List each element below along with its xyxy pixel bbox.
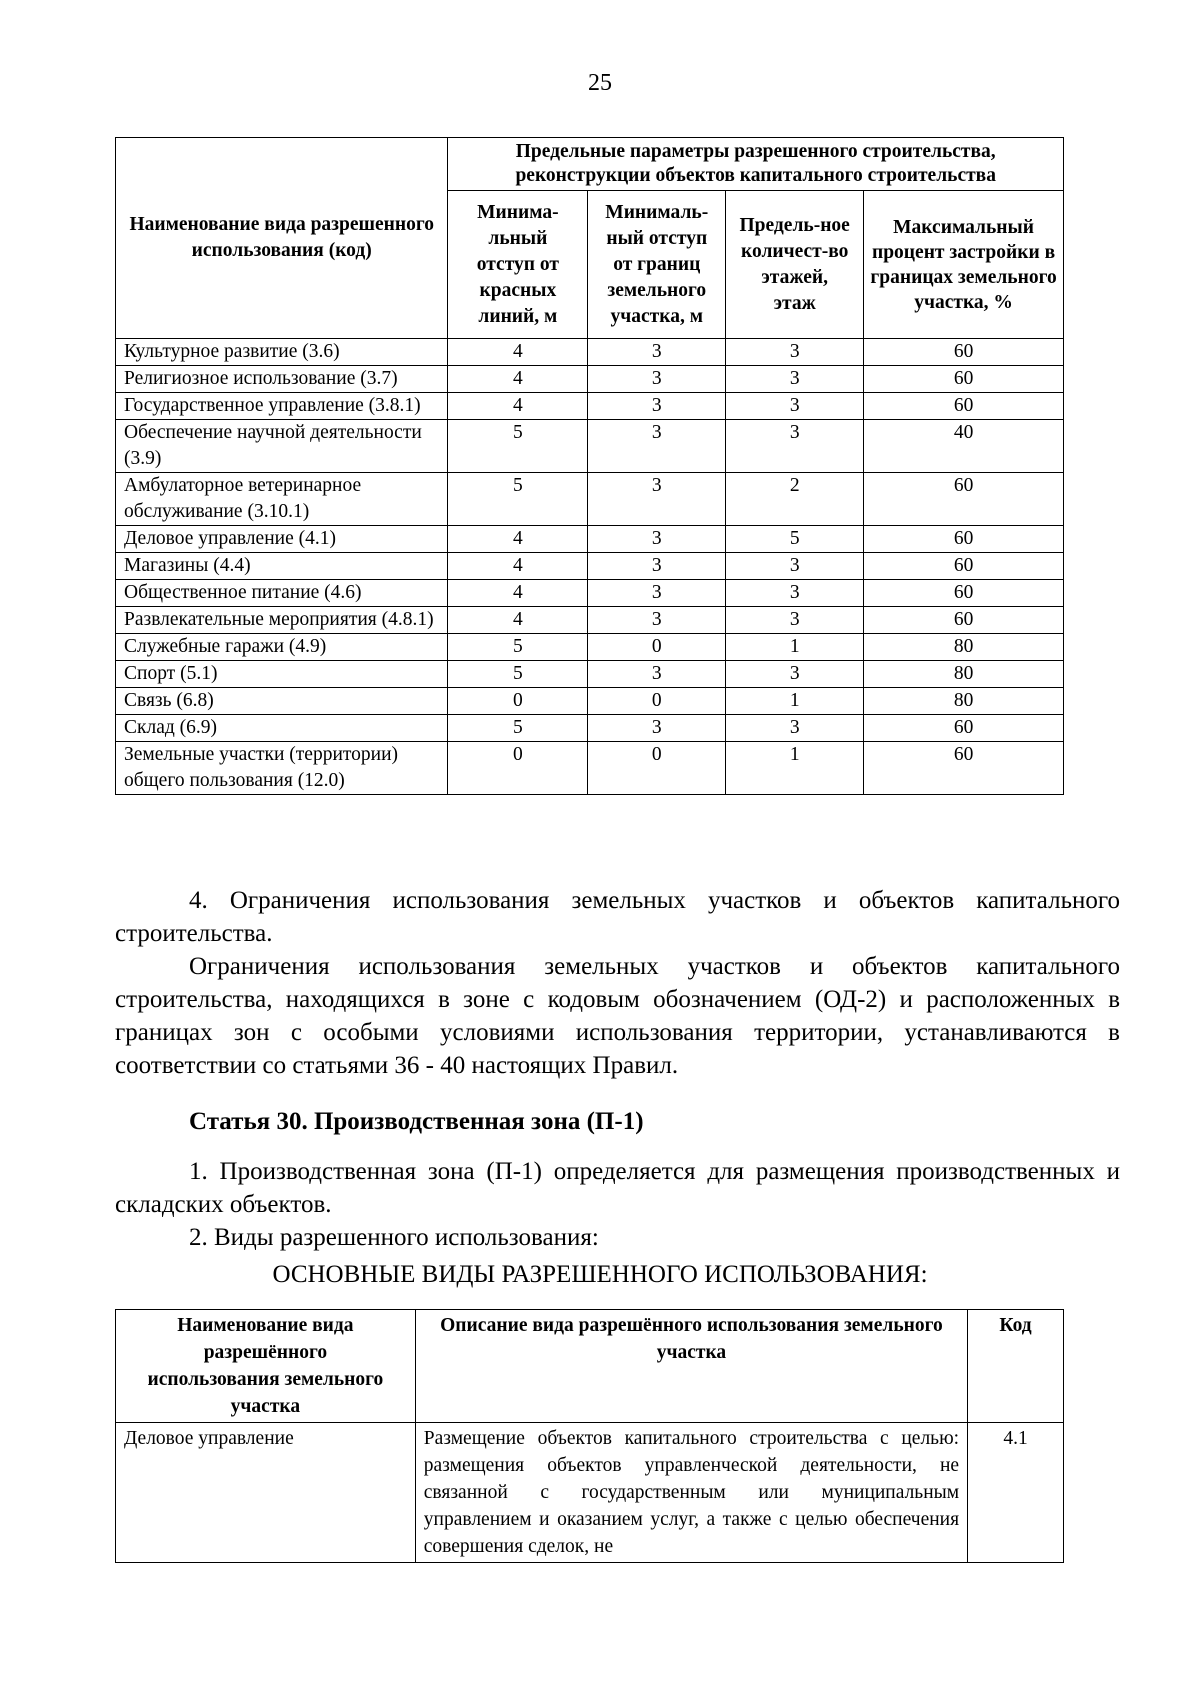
row-code: 4.1	[968, 1423, 1064, 1563]
row-min-offset-red: 4	[448, 339, 588, 366]
table-row	[116, 634, 1064, 661]
row-coverage: 60	[864, 580, 1064, 607]
row-use-name: Склад (6.9)	[116, 715, 448, 742]
header-min-offset-red-lines: Минима-льный отступ от красных линий, м	[448, 191, 588, 339]
row-min-offset-red: 4	[448, 607, 588, 634]
row-use-name: Деловое управление	[116, 1423, 416, 1563]
row-floors: 2	[726, 473, 864, 526]
row-min-offset-boundary: 3	[588, 526, 726, 553]
row-min-offset-red: 5	[448, 473, 588, 526]
row-use-name: Обеспечение научной деятельности (3.9)	[116, 420, 448, 473]
table-row	[116, 393, 1064, 420]
row-coverage: 40	[864, 420, 1064, 473]
row-floors: 3	[726, 715, 864, 742]
main-uses-title: ОСНОВНЫЕ ВИДЫ РАЗРЕШЕННОГО ИСПОЛЬЗОВАНИЯ:	[272, 1261, 928, 1288]
header-max-floors: Предель-ное количест-во этажей, этаж	[726, 191, 864, 339]
row-coverage: 60	[864, 339, 1064, 366]
row-use-name: Связь (6.8)	[116, 688, 448, 715]
row-min-offset-red: 4	[448, 393, 588, 420]
table-row	[116, 366, 1064, 393]
table-row	[116, 580, 1064, 607]
row-coverage: 60	[864, 607, 1064, 634]
table-row	[116, 742, 1064, 795]
row-min-offset-boundary: 3	[588, 553, 726, 580]
row-min-offset-boundary: 3	[588, 715, 726, 742]
row-min-offset-red: 5	[448, 420, 588, 473]
row-coverage: 80	[864, 661, 1064, 688]
row-min-offset-boundary: 0	[588, 688, 726, 715]
row-use-name: Государственное управление (3.8.1)	[116, 393, 448, 420]
table-row	[116, 661, 1064, 688]
row-min-offset-boundary: 0	[588, 742, 726, 795]
row-use-name: Земельные участки (территории) общего пользования (12.0)	[116, 742, 448, 795]
row-floors: 3	[726, 580, 864, 607]
article-paragraph-2: 2. Виды разрешенного использования:	[189, 1224, 599, 1251]
table-row	[116, 526, 1064, 553]
row-coverage: 60	[864, 553, 1064, 580]
row-use-name: Амбулаторное ветеринарное обслуживание (3.10.1)	[116, 473, 448, 526]
row-min-offset-boundary: 0	[588, 634, 726, 661]
table-row	[116, 473, 1064, 526]
row-use-name: Спорт (5.1)	[116, 661, 448, 688]
section4-title: 4. Ограничения использования земельных участков и объектов капитального строительства.	[115, 887, 1120, 947]
row-coverage: 80	[864, 634, 1064, 661]
row-use-name: Развлекательные мероприятия (4.8.1)	[116, 607, 448, 634]
row-floors: 3	[726, 366, 864, 393]
row-min-offset-boundary: 3	[588, 339, 726, 366]
row-coverage: 60	[864, 742, 1064, 795]
section4-text: Ограничения использования земельных участков и объектов капитального строительства, находящихся в зоне с кодовым обозначением (ОД-2) и расположенных в границах зон с особыми условиями использования территории, устанавливаются в соответствии со статьями 36 - 40 настоящих Правил.	[115, 953, 1120, 1079]
row-coverage: 60	[864, 366, 1064, 393]
table-row	[116, 553, 1064, 580]
row-min-offset-red: 4	[448, 553, 588, 580]
row-floors: 3	[726, 393, 864, 420]
row-min-offset-red: 5	[448, 661, 588, 688]
table-row	[116, 420, 1064, 473]
row-floors: 3	[726, 420, 864, 473]
row-floors: 3	[726, 553, 864, 580]
row-coverage: 60	[864, 526, 1064, 553]
header-params-group: Предельные параметры разрешенного строительства, реконструкции объектов капитального строительства	[448, 138, 1064, 191]
row-floors: 3	[726, 607, 864, 634]
row-min-offset-boundary: 3	[588, 393, 726, 420]
row-min-offset-red: 5	[448, 634, 588, 661]
header-max-coverage: Максимальный процент застройки в границах земельного участка, %	[864, 191, 1064, 339]
row-min-offset-boundary: 3	[588, 420, 726, 473]
row-floors: 3	[726, 661, 864, 688]
row-min-offset-red: 4	[448, 580, 588, 607]
row-use-name: Общественное питание (4.6)	[116, 580, 448, 607]
row-coverage: 60	[864, 715, 1064, 742]
row-coverage: 60	[864, 393, 1064, 420]
row-min-offset-red: 0	[448, 688, 588, 715]
row-floors: 1	[726, 688, 864, 715]
row-min-offset-red: 5	[448, 715, 588, 742]
row-use-name: Деловое управление (4.1)	[116, 526, 448, 553]
row-floors: 1	[726, 742, 864, 795]
zoning-parameters-table	[115, 137, 1064, 795]
main-uses-table	[115, 1309, 1064, 1563]
row-use-name: Религиозное использование (3.7)	[116, 366, 448, 393]
header-use-description: Описание вида разрешённого использования земельного участка	[415, 1310, 967, 1423]
row-use-name: Магазины (4.4)	[116, 553, 448, 580]
table-row	[116, 715, 1064, 742]
row-floors: 1	[726, 634, 864, 661]
row-use-description: Размещение объектов капитального строительства с целью: размещения объектов управленческой деятельности, не связанной с государственным или муниципальным управлением и оказанием услуг, а также с целью обеспечения совершения сделок, не	[415, 1423, 967, 1563]
article-paragraph-1: 1. Производственная зона (П-1) определяется для размещения производственных и складских объектов.	[115, 1158, 1120, 1218]
table-row	[116, 1423, 1064, 1563]
row-use-name: Культурное развитие (3.6)	[116, 339, 448, 366]
row-floors: 3	[726, 339, 864, 366]
row-floors: 5	[726, 526, 864, 553]
header-min-offset-boundaries: Минималь-ный отступ от границ земельного участка, м	[588, 191, 726, 339]
row-use-name: Служебные гаражи (4.9)	[116, 634, 448, 661]
row-min-offset-boundary: 3	[588, 366, 726, 393]
row-min-offset-boundary: 3	[588, 607, 726, 634]
page-number: 25	[588, 70, 612, 96]
row-min-offset-boundary: 3	[588, 661, 726, 688]
header-use-name: Наименование вида разрешённого использования земельного участка	[116, 1310, 416, 1423]
row-min-offset-boundary: 3	[588, 580, 726, 607]
table-row	[116, 688, 1064, 715]
header-use-name: Наименование вида разрешенного использования (код)	[116, 138, 448, 339]
row-min-offset-boundary: 3	[588, 473, 726, 526]
row-min-offset-red: 4	[448, 526, 588, 553]
row-min-offset-red: 0	[448, 742, 588, 795]
row-min-offset-red: 4	[448, 366, 588, 393]
row-coverage: 60	[864, 473, 1064, 526]
header-code: Код	[968, 1310, 1064, 1423]
row-coverage: 80	[864, 688, 1064, 715]
table-row	[116, 607, 1064, 634]
table-row	[116, 339, 1064, 366]
article-heading: Статья 30. Производственная зона (П-1)	[189, 1108, 644, 1135]
